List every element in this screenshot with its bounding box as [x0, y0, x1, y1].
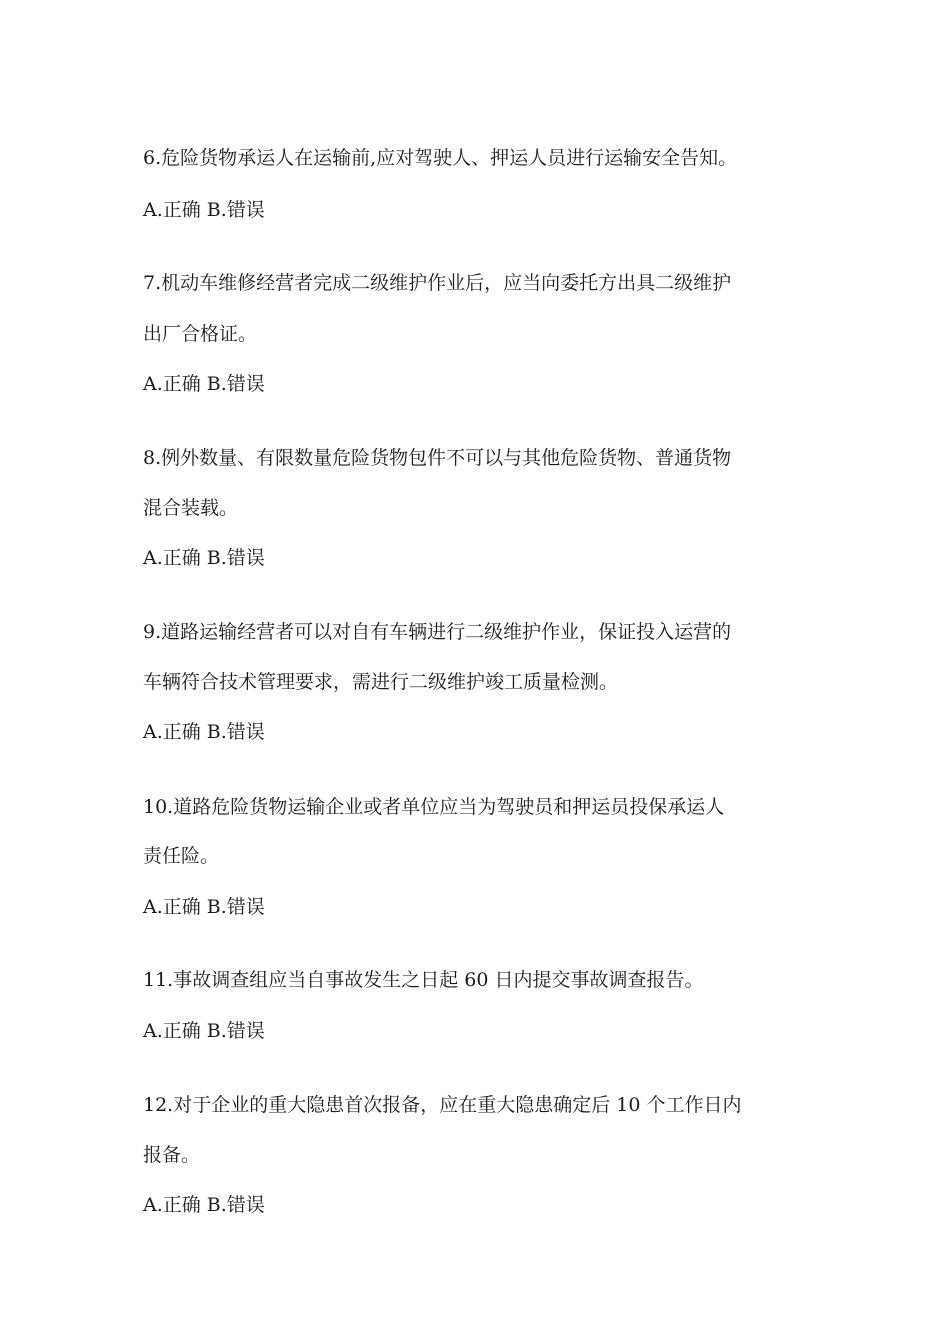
question-12-line-2: 报备。 — [143, 1144, 201, 1166]
question-10-line-1: 10.道路危险货物运输企业或者单位应当为驾驶员和押运员投保承运人 — [143, 796, 725, 818]
question-9-options: A.正确 B.错误 — [143, 721, 265, 743]
question-8-line-1: 8.例外数量、有限数量危险货物包件不可以与其他危险货物、普通货物 — [143, 447, 732, 469]
question-11-line-1: 11.事故调查组应当自事故发生之日起 60 日内提交事故调查报告。 — [143, 969, 704, 991]
question-12-line-1: 12.对于企业的重大隐患首次报备，应在重大隐患确定后 10 个工作日内 — [143, 1094, 742, 1116]
question-12-options: A.正确 B.错误 — [143, 1194, 265, 1216]
question-7-line-1: 7.机动车维修经营者完成二级维护作业后，应当向委托方出具二级维护 — [143, 272, 732, 294]
question-7-options: A.正确 B.错误 — [143, 373, 265, 395]
question-8-line-2: 混合装载。 — [143, 497, 239, 519]
question-6-line-1: 6.危险货物承运人在运输前,应对驾驶人、押运人员进行运输安全告知。 — [143, 147, 738, 169]
question-11-options: A.正确 B.错误 — [143, 1020, 265, 1042]
question-10-options: A.正确 B.错误 — [143, 896, 265, 918]
question-10-line-2: 责任险。 — [143, 845, 220, 867]
question-9-line-2: 车辆符合技术管理要求，需进行二级维护竣工质量检测。 — [143, 671, 619, 693]
question-8-options: A.正确 B.错误 — [143, 547, 265, 569]
question-7-line-2: 出厂合格证。 — [143, 323, 258, 345]
question-9-line-1: 9.道路运输经营者可以对自有车辆进行二级维护作业，保证投入运营的 — [143, 621, 732, 643]
question-6-options: A.正确 B.错误 — [143, 199, 265, 221]
